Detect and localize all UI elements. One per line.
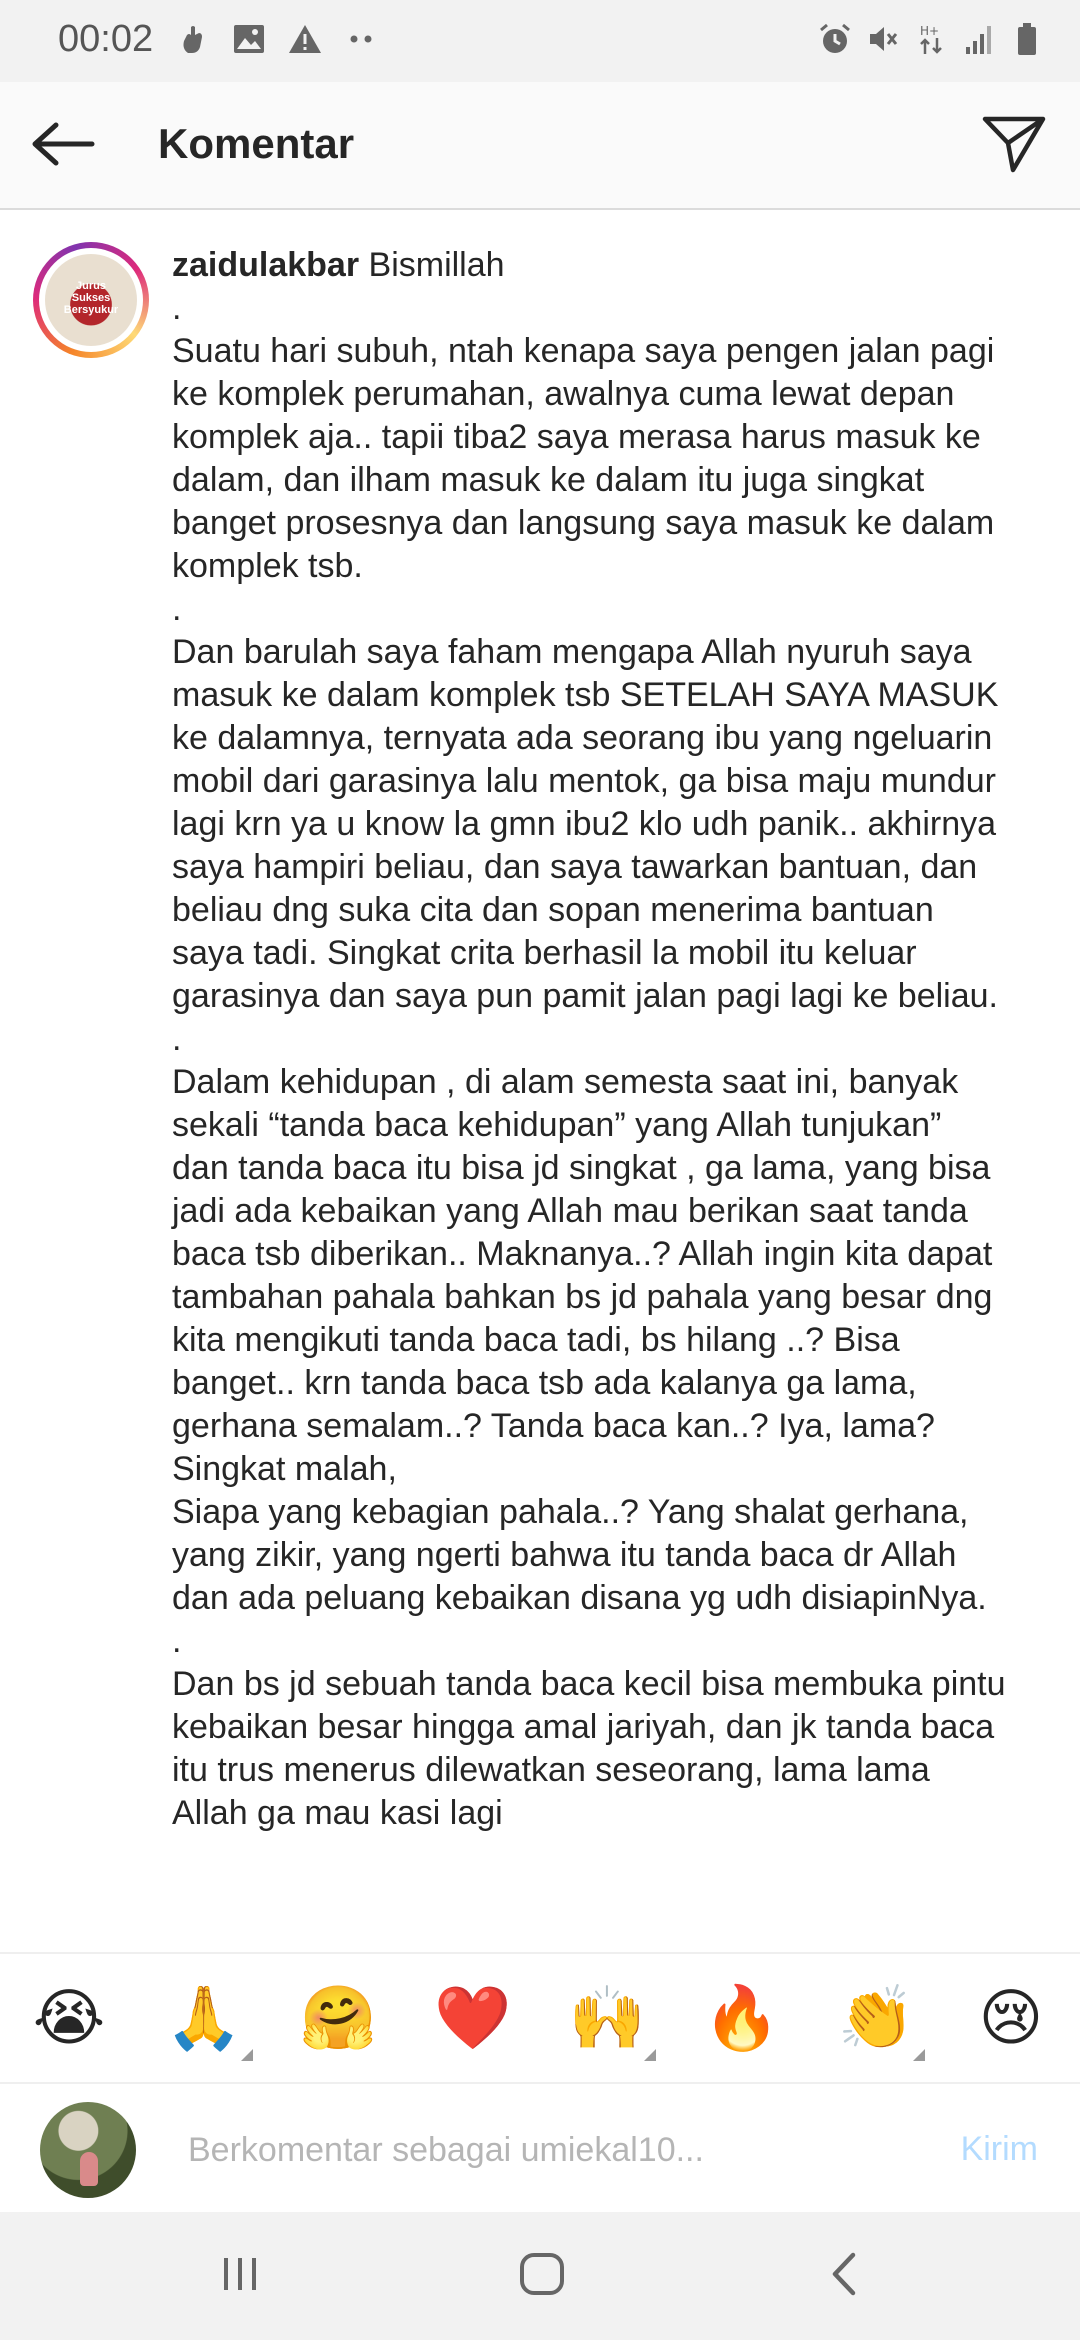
commenter-avatar[interactable] [33, 242, 149, 358]
comment-body [172, 244, 1012, 1835]
status-time: 00:02 [58, 18, 154, 60]
home-icon [517, 2251, 567, 2302]
status-bar [0, 0, 1080, 82]
emoji-red-heart-button[interactable]: ❤️ [434, 1981, 512, 2054]
avatar-image [45, 254, 137, 346]
emoji-clapping-hands-button[interactable]: 👏 [837, 1979, 915, 2057]
post-button[interactable]: Kirim [960, 2130, 1038, 2168]
emoji-fire-button[interactable]: 🔥 [703, 1981, 781, 2054]
hand-notification-icon [176, 22, 210, 56]
avatar-book-title: Jurus Sukses Bersyukur [63, 280, 119, 316]
comment-area [0, 212, 1080, 1952]
mute-icon [866, 22, 900, 56]
emoji-sad-face-button[interactable]: 😢 [978, 1981, 1044, 2054]
back-button[interactable] [28, 114, 98, 178]
nav-back-button[interactable] [814, 2246, 874, 2306]
page-title: Komentar [158, 120, 355, 167]
recent-apps-icon [218, 2254, 262, 2299]
skin-tone-indicator [644, 2049, 656, 2061]
share-button[interactable] [978, 112, 1050, 180]
emoji-hugging-face-button[interactable]: 🤗 [299, 1981, 377, 2054]
paper-plane-icon [982, 115, 1046, 178]
status-right-icons [818, 22, 1044, 56]
emoji-crying-face-button[interactable]: 😭 [32, 1981, 106, 2054]
battery-icon [1010, 22, 1044, 56]
image-icon [232, 22, 266, 56]
emoji-folded-hands-button[interactable]: 🙏 [165, 1979, 243, 2057]
alarm-icon [818, 22, 852, 56]
skin-tone-indicator [913, 2049, 925, 2061]
comment-input-bar [0, 2082, 1080, 2212]
header [0, 82, 1080, 210]
comment-username[interactable]: zaidulakbar [172, 246, 360, 284]
more-dots-icon [344, 22, 378, 56]
comment-input[interactable] [188, 2122, 748, 2178]
signal-icon [962, 22, 996, 56]
warning-icon [288, 22, 322, 56]
skin-tone-indicator [241, 2049, 253, 2061]
status-left-icons [176, 22, 378, 56]
recent-apps-button[interactable] [210, 2246, 270, 2306]
back-icon [827, 2251, 861, 2302]
home-button[interactable] [512, 2246, 572, 2306]
arrow-left-icon [30, 122, 96, 171]
user-avatar [40, 2102, 136, 2198]
svg-text:H+: H+ [920, 24, 940, 38]
emoji-bar [0, 1952, 1080, 2082]
navigation-bar [0, 2212, 1080, 2340]
comment-text: Bismillah . Suatu hari subuh, ntah kenapa saya pengen jalan pagi ke komplek perumahan, awalnya cuma lewat depan komplek aja.. tapii tiba2 saya merasa harus masuk ke dalam, dan ilham masuk ke dalam itu juga singkat banget prosesnya dan langsung saya masuk ke dalam komplek tsb. . Dan barulah saya faham mengapa Allah nyuruh saya masuk ke dalam komplek tsb SETELAH SAYA MASUK ke dalamnya, ternyata ada seorang ibu yang ngeluarin mobil dari garasinya lalu mentok, ga bisa maju mundur lagi krn ya u know la gmn ibu2 klo udh panik.. akhirnya saya hampiri beliau, dan saya tawarkan bantuan, dan beliau dng suka cita dan sopan menerima bantuan saya tadi. Singkat crita berhasil la mobil itu keluar garasinya dan saya pun pamit jalan pagi lagi ke beliau. . Dalam kehidupan , di alam semesta saat ini, banyak sekali “tanda baca kehidupan” yang Allah tunjukan” dan tanda baca itu bisa jd singkat , ga lama, yang bisa jadi ada kebaikan yang Allah mau berikan saat tanda baca tsb diberikan.. Maknanya..? Allah ingin kita dapat tambahan pahala bahkan bs jd pahala yang besar dng kita mengikuti tanda baca tadi, bs hilang ..? Bisa banget.. krn tanda baca tsb ada kalanya ga lama, gerhana semalam..? Tanda baca kan..? Iya, lama? Singkat malah, Siapa yang kebagian pahala..? Yang shalat gerhana, yang zikir, yang ngerti bahwa itu tanda baca dr Allah dan ada peluang kebaikan disana yg udh disiapinNya. . Dan bs jd sebuah tanda baca kecil bisa membuka pintu kebaikan besar hingga amal jariyah, dan jk tanda baca itu trus menerus dilewatkan seseorang, lama lama Allah ga mau kasi lagi [172, 246, 1006, 1832]
data-arrows-icon [914, 22, 948, 56]
emoji-raising-hands-button[interactable]: 🙌 [568, 1979, 646, 2057]
